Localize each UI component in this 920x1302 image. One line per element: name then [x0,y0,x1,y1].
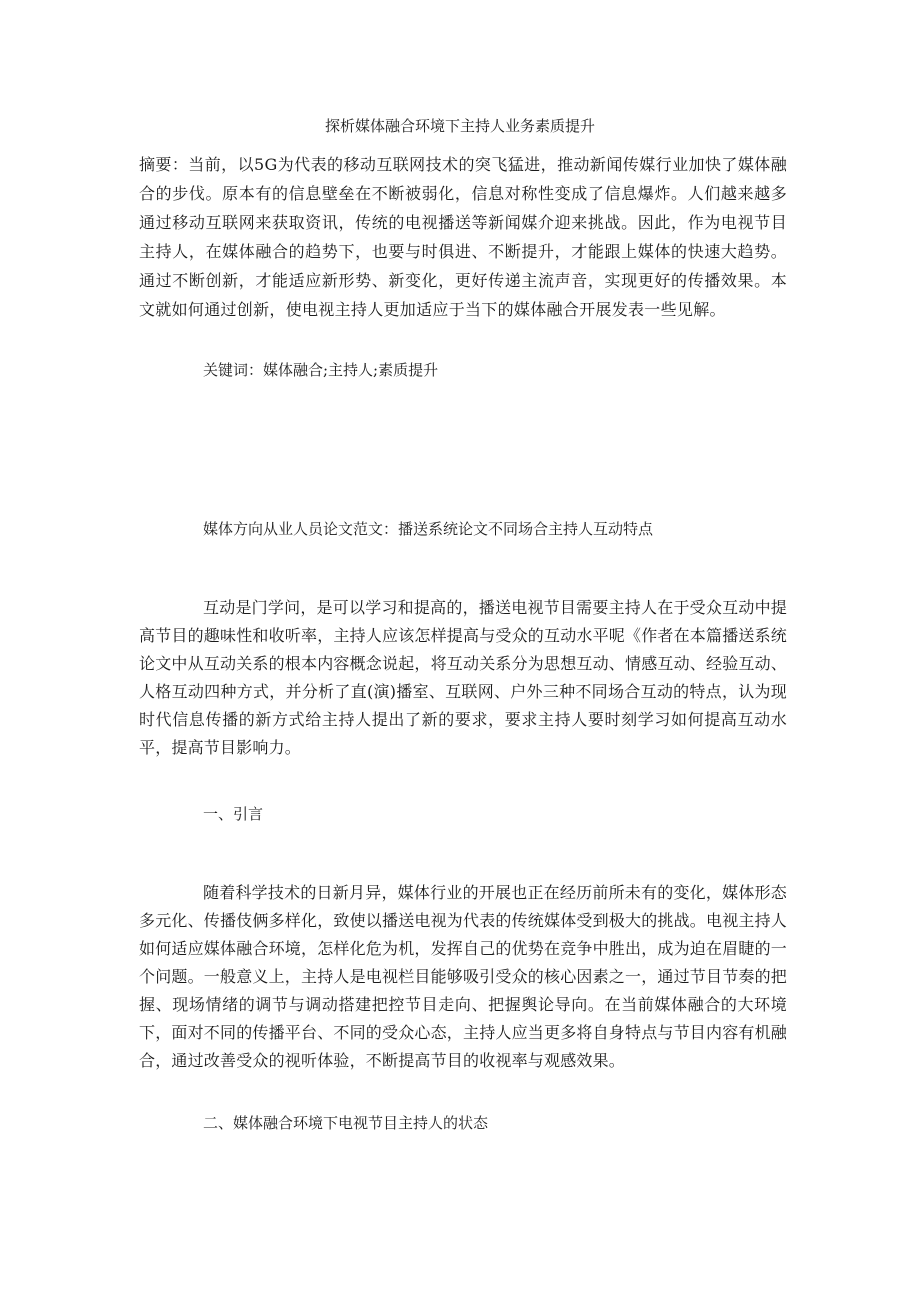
abstract-paragraph: 摘要：当前，以5G为代表的移动互联网技术的突飞猛进，推动新闻传媒行业加快了媒体融合的步伐。原本有的信息壁垒在不断被弱化，信息对称性变成了信息爆炸。人们越来越多通过移动互联网来获取资讯，传统的电视播送等新闻媒介迎来挑战。因此，作为电视节目主持人，在媒体融合的趋势下，也要与时俱进、不断提升，才能跟上媒体的快速大趋势。通过不断创新，才能适应新形势、新变化，更好传递主流声音，实现更好的传播效果。本文就如何通过创新，使电视主持人更加适应于当下的媒体融合开展发表一些见解。 [139,155,787,319]
sample-paper-title: 媒体方向从业人员论文范文：播送系统论文不同场合主持人互动特点 [203,520,654,538]
document-title: 探析媒体融合环境下主持人业务素质提升 [324,117,595,135]
section-heading-introduction: 一、引言 [203,805,264,823]
intro-paragraph: 互动是门学问，是可以学习和提高的，播送电视节目需要主持人在于受众互动中提高节目的趣味性和收听率，主持人应该怎样提高与受众的互动水平呢《作者在本篇播送系统论文中从互动关系的根本内容概念说起，将互动关系分为思想互动、情感互动、经验互动、人格互动四种方式，并分析了直(演)播室、互联网、户外三种不同场合互动的特点，认为现时代信息传播的新方式给主持人提出了新的要求，要求主持人要时刻学习如何提高互动水平，提高节目影响力。 [139,598,788,757]
section-heading-host-status: 二、媒体融合环境下电视节目主持人的状态 [203,1114,489,1132]
body-paragraph: 随着科学技术的日新月异，媒体行业的开展也正在经历前所未有的变化，媒体形态多元化、传播伎俩多样化，致使以播送电视为代表的传统媒体受到极大的挑战。电视主持人如何适应媒体融合环境，怎样化危为机，发挥自己的优势在竞争中胜出，成为迫在眉睫的一个问题。一般意义上，主持人是电视栏目能够吸引受众的核心因素之一，通过节目节奏的把握、现场情绪的调节与调动搭建把控节目走向、把握舆论导向。在当前媒体融合的大环境下，面对不同的传播平台、不同的受众心态，主持人应当更多将自身特点与节目内容有机融合，通过改善受众的视听体验，不断提高节目的收视率与观感效果。 [139,883,788,1070]
keywords-line: 关键词：媒体融合;主持人;素质提升 [203,361,439,379]
